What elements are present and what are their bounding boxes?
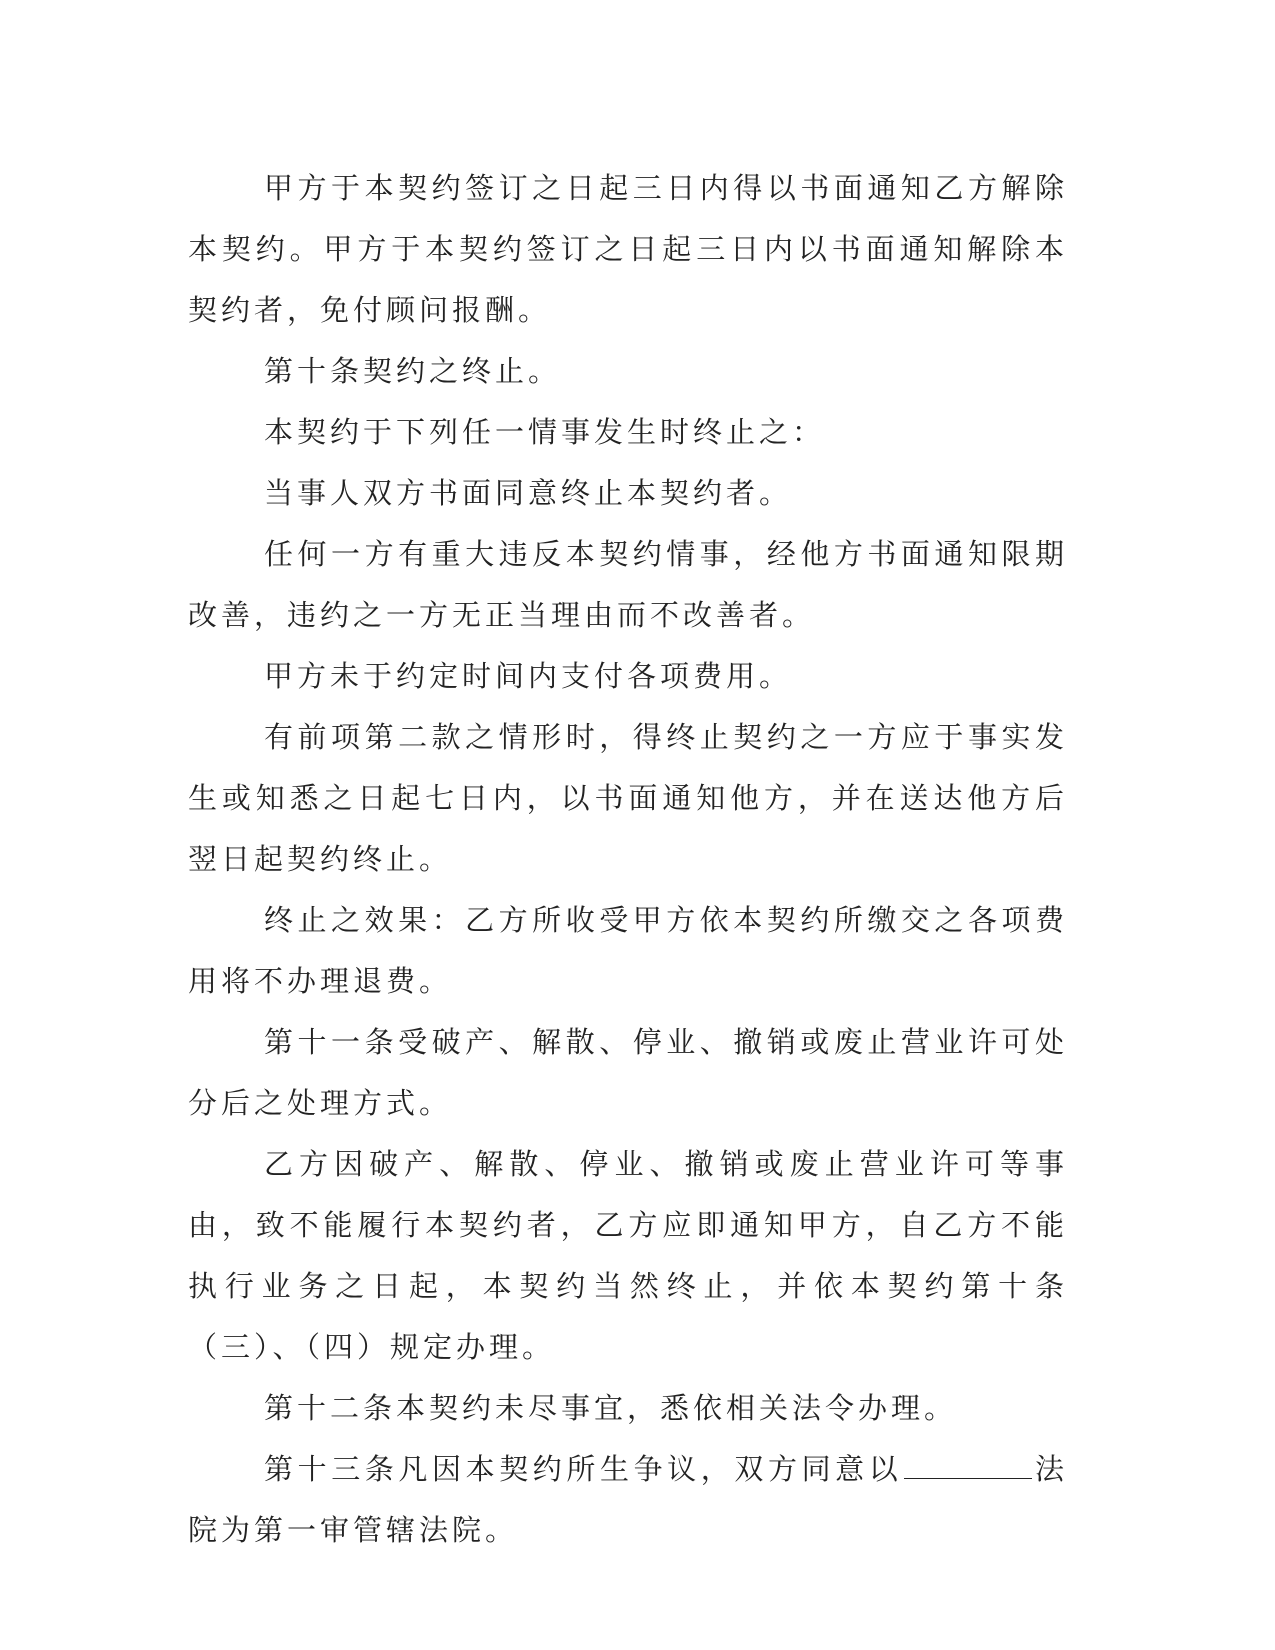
paragraph-condition-mutual-consent: 当事人双方书面同意终止本契约者。 [264,476,793,510]
document-body [188,158,1068,1561]
article-13-text-after: 法院为第一审管辖法院。 [188,1452,1068,1547]
article-13-text-before: 第十三条凡因本契约所生争议，双方同意以 [264,1452,903,1486]
paragraph-bankruptcy-handling: 乙方因破产、解散、停业、撤销或废止营业许可等事由，致不能履行本契约者，乙方应即通知甲方，自乙方不能执行业务之日起，本契约当然终止，并依本契约第十条（三）、（四）规定办理。 [188,1147,1068,1364]
paragraph-notice-procedure: 有前项第二款之情形时，得终止契约之一方应于事实发生或知悉之日起七日内，以书面通知他方，并在送达他方后翌日起契约终止。 [188,720,1068,876]
court-name-blank [904,1448,1032,1479]
paragraph-article-10-title: 第十条契约之终止。 [264,354,562,388]
paragraph-article-13 [188,1439,1068,1561]
paragraph-article-12: 第十二条本契约未尽事宜，悉依相关法令办理。 [264,1391,958,1425]
paragraph-condition-breach: 任何一方有重大违反本契约情事，经他方书面通知限期改善，违约之一方无正当理由而不改善者。 [188,537,1068,632]
paragraph-article-11-title: 第十一条受破产、解散、停业、撤销或废止营业许可处分后之处理方式。 [188,1025,1068,1120]
paragraph-termination-right: 甲方于本契约签订之日起三日内得以书面通知乙方解除本契约。甲方于本契约签订之日起三日内以书面通知解除本契约者，免付顾问报酬。 [188,171,1068,327]
paragraph-termination-conditions: 本契约于下列任一情事发生时终止之： [264,415,826,449]
paragraph-termination-effect: 终止之效果：乙方所收受甲方依本契约所缴交之各项费用将不办理退费。 [188,903,1068,998]
paragraph-condition-nonpayment: 甲方未于约定时间内支付各项费用。 [264,659,793,693]
